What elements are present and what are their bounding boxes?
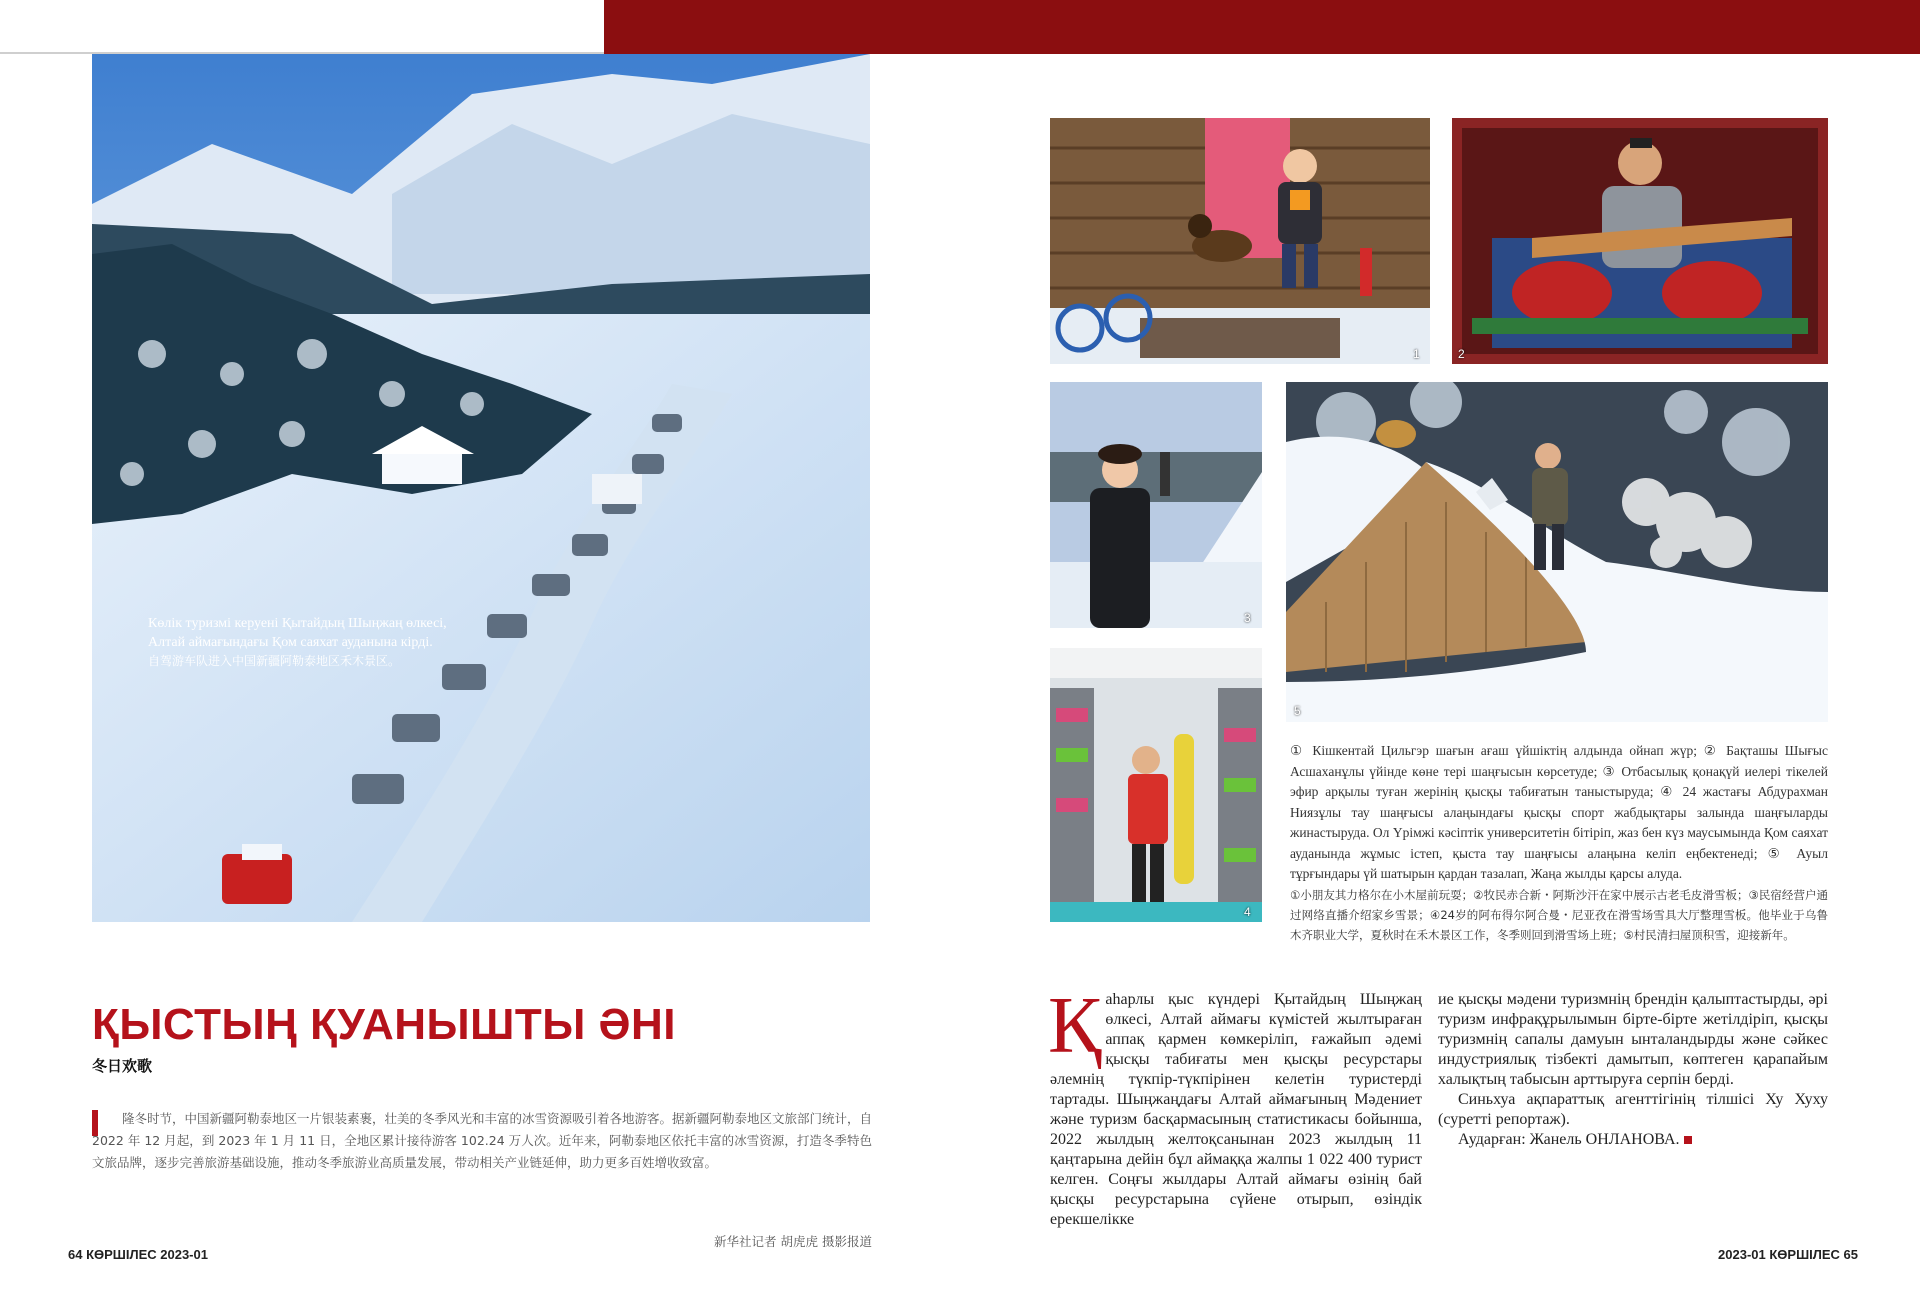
photo-number-1: 1 — [1413, 347, 1420, 361]
photo-number-3: 3 — [1244, 611, 1251, 625]
article-translator: Аударған: Жанель ОНЛАНОВА. — [1458, 1131, 1680, 1148]
article-body-part-2: ие қысқы мәдени туризмнің брендін қалыптастырды, әрі туризм инфрақұрылымын бірте-бірте жетілдіріп, қысқы туризмнің сапалы дамуын ынталандырды және сәйкес индустриялық тізбекті дамытып, көптеген қарапайым халықтың табысын арттыруға серпін берді. — [1438, 991, 1828, 1088]
main-photo-snow-road — [92, 54, 870, 922]
drop-cap: Қ — [1048, 982, 1102, 1070]
photo-captions-cn: ①小朋友其力格尔在小木屋前玩耍；②牧民赤合新・阿斯沙汗在家中展示古老毛皮滑雪板；③民宿经营户通过网络直播介绍家乡雪景；④24岁的阿布得尔阿合曼・尼亚孜在滑雪场雪具大厅整理雪板。他毕业于乌鲁木齐职业大学，夏秋时在禾木景区工作，冬季则回到滑雪场上班；⑤村民清扫屋顶积雪，迎接新年。 — [1290, 888, 1828, 942]
photo-herder-with-skis — [1452, 118, 1828, 364]
page-folio-right: 2023-01 КӨРШІЛЕС 65 — [1718, 1247, 1858, 1262]
photo-captions-kz: ① Кішкентай Цильгэр шағын ағаш үйшіктің алдында ойнап жүр; ② Бақташы Шығыс Асшаханұлы үйінде көне тері шаңғысын көрсетуде; ③ Отбасылық қонақүй иелері тікелей эфир арқылы туған жерінің қысқы табиғатын таныстыруда; ④ 24 жастағы Абдурахман Ниязұлы тау шаңғысы алаңындағы қысқы спорт жабдықтары залында шаңғыларды жинастыруда. Ол Үрімжі кәсіптік университетін бітіріп, жаз бен күз маусымында Қом саяхат ауданында жұмыс істеп, қыста тау шаңғысы алаңына келіп еңбектенеді; ⑤ Ауыл тұрғындары үй шатырын қардан тазалап, Жаңа жылды қарсы алуда. — [1290, 743, 1828, 881]
article-body-column-2 — [1438, 990, 1828, 1150]
top-bar-left — [0, 0, 604, 54]
photo-number-4: 4 — [1244, 905, 1251, 919]
end-mark — [1684, 1136, 1692, 1144]
top-bar-accent — [604, 0, 1920, 54]
main-caption-cn: 自驾游车队进入中国新疆阿勒泰地区禾木景区。 — [148, 654, 401, 668]
photo-number-5: 5 — [1294, 704, 1301, 718]
photo-clearing-roof-snow — [1286, 382, 1828, 722]
article-title: ҚЫСТЫҢ ҚУАНЫШТЫ ӘНІ — [92, 1000, 676, 1049]
photo-ski-equipment-hall — [1050, 648, 1262, 922]
photo-number-2: 2 — [1458, 347, 1465, 361]
article-intro-cn: 隆冬时节，中国新疆阿勒泰地区一片银装素裹，壮美的冬季风光和丰富的冰雪资源吸引着各地游客。据新疆阿勒泰地区文旅部门统计，自 2022 年 12 月起，到 2023 年 1 月 11 日，全地区累计接待游客 102.24 万人次。近年来，阿勒泰地区依托丰富的冰雪资源，打造冬季特色文旅品牌，逐步完善旅游基础设施，推动冬季旅游业高质量发展，带动相关产业链延伸，助力更多百姓增收致富。 — [92, 1111, 873, 1170]
main-caption-kz: Көлік туризмі керуені Қытайдың Шыңжаң өлкесі, Алтай аймағындағы Қом саяхат ауданына кірді. — [148, 616, 447, 650]
article-body-part-1: аһарлы қыс күндері Қытайдың Шыңжаң өлкесі, Алтай аймағы күмістей жылтыраған аппақ қармен көмкеріліп, ғажайып әдемі қысқы табиғаты мен қысқы ресурстары әлемнің түкпір-түкпірінен келетін туристерді тартады. Шыңжаңдағы Алтай аймағының Мәдениет және туризм басқармасының статистикасы бойынша, 2022 жылдың желтоқсанынан 2023 жылдың 11 қаңтарына дейін бұл аймаққа жалпы 1 022 400 турист келген. Соңғы жылдары Алтай аймағы өзінің бай қысқы ресурстарына сүйене отырып, өзіндік ерекшелікке — [1050, 991, 1422, 1228]
page-folio-left: 64 КӨРШІЛЕС 2023-01 — [68, 1247, 208, 1262]
photo-livestream-host — [1050, 382, 1262, 628]
main-photo-caption — [148, 614, 448, 671]
article-body-column-1 — [1048, 982, 1422, 1230]
article-credit: Синьхуа ақпараттық агенттігінің тілшісі Ху Хуху (суретті репортаж). — [1438, 1091, 1828, 1128]
photo-child-with-dog — [1050, 118, 1430, 364]
article-subtitle-cn: 冬日欢歌 — [92, 1057, 153, 1075]
article-byline-cn: 新华社记者 胡虎虎 摄影报道 — [714, 1234, 872, 1249]
